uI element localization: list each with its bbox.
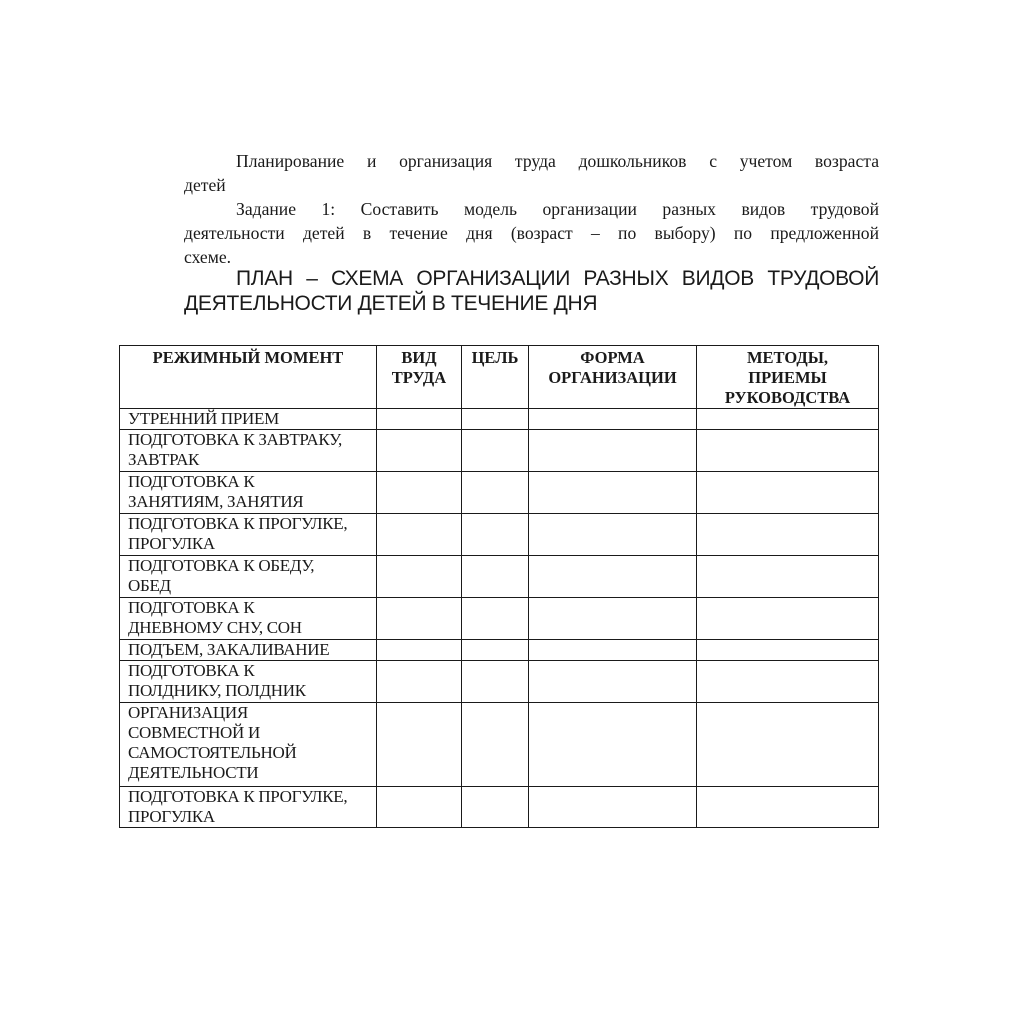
table-row xyxy=(120,556,879,598)
moment-cell xyxy=(120,661,377,703)
moment-cell xyxy=(120,472,377,514)
moment-cell xyxy=(120,787,377,828)
table-row xyxy=(120,640,879,661)
metody-cell[interactable] xyxy=(697,409,879,430)
header-vid-truda xyxy=(377,346,462,409)
tsel-cell[interactable] xyxy=(462,703,529,787)
moment-cell xyxy=(120,556,377,598)
vid-truda-cell[interactable] xyxy=(377,640,462,661)
moment-cell xyxy=(120,430,377,472)
moment-text: ПОДГОТОВКА К ОБЕДУ, xyxy=(128,556,315,575)
header-text: РУКОВОДСТВА xyxy=(724,388,851,407)
moment-text: ПОДГОТОВКА К xyxy=(128,598,255,617)
moment-text: САМОСТОЯТЕЛЬНОЙ xyxy=(128,743,297,762)
header-text: РЕЖИМНЫЙ МОМЕНТ xyxy=(152,348,344,367)
table-row xyxy=(120,472,879,514)
forma-cell[interactable] xyxy=(529,409,697,430)
vid-truda-cell[interactable] xyxy=(377,787,462,828)
metody-cell[interactable] xyxy=(697,598,879,640)
tsel-cell[interactable] xyxy=(462,661,529,703)
tsel-cell[interactable] xyxy=(462,430,529,472)
forma-cell[interactable] xyxy=(529,556,697,598)
intro-line-1: Планирование и организация труда дошкольников с учетом возраста xyxy=(236,151,879,171)
header-text: ТРУДА xyxy=(391,368,447,387)
plan-heading xyxy=(184,266,879,316)
header-metody xyxy=(697,346,879,409)
tsel-cell[interactable] xyxy=(462,472,529,514)
table-row xyxy=(120,514,879,556)
metody-cell[interactable] xyxy=(697,787,879,828)
vid-truda-cell[interactable] xyxy=(377,703,462,787)
vid-truda-cell[interactable] xyxy=(377,661,462,703)
table-row xyxy=(120,661,879,703)
table-row xyxy=(120,598,879,640)
tsel-cell[interactable] xyxy=(462,598,529,640)
tsel-cell[interactable] xyxy=(462,787,529,828)
vid-truda-cell[interactable] xyxy=(377,598,462,640)
moment-text: ПОДГОТОВКА К xyxy=(128,472,255,491)
table-header-row xyxy=(120,346,879,409)
vid-truda-cell[interactable] xyxy=(377,430,462,472)
forma-cell[interactable] xyxy=(529,598,697,640)
vid-truda-cell[interactable] xyxy=(377,472,462,514)
metody-cell[interactable] xyxy=(697,640,879,661)
intro-paragraph xyxy=(184,149,879,197)
metody-cell[interactable] xyxy=(697,472,879,514)
moment-text: ОБЕД xyxy=(128,576,171,595)
moment-text: ЗАВТРАК xyxy=(128,450,200,469)
header-rezhimny-moment xyxy=(120,346,377,409)
moment-text: ДНЕВНОМУ СНУ, СОН xyxy=(128,618,302,637)
forma-cell[interactable] xyxy=(529,787,697,828)
moment-text: ОРГАНИЗАЦИЯ xyxy=(128,703,248,722)
table-row xyxy=(120,787,879,828)
moment-text: СОВМЕСТНОЙ И xyxy=(128,723,260,742)
moment-text: ПОДГОТОВКА К xyxy=(128,661,255,680)
metody-cell[interactable] xyxy=(697,556,879,598)
vid-truda-cell[interactable] xyxy=(377,556,462,598)
moment-text: ПОДГОТОВКА К ЗАВТРАКУ, xyxy=(128,430,342,449)
metody-cell[interactable] xyxy=(697,430,879,472)
vid-truda-cell[interactable] xyxy=(377,409,462,430)
moment-text: ПОЛДНИКУ, ПОЛДНИК xyxy=(128,681,306,700)
plan-heading-line-1: ПЛАН – СХЕМА ОРГАНИЗАЦИИ РАЗНЫХ ВИДОВ ТРУДОВОЙ xyxy=(236,267,879,290)
moment-text: ПОДГОТОВКА К ПРОГУЛКЕ, xyxy=(128,787,348,806)
header-text: МЕТОДЫ, xyxy=(746,348,829,367)
plan-heading-line-2: ДЕЯТЕЛЬНОСТИ ДЕТЕЙ В ТЕЧЕНИЕ ДНЯ xyxy=(184,292,598,315)
task-line-1: Задание 1: Составить модель организации разных видов трудовой xyxy=(236,199,879,219)
table-row xyxy=(120,430,879,472)
header-tsel xyxy=(462,346,529,409)
tsel-cell[interactable] xyxy=(462,409,529,430)
metody-cell[interactable] xyxy=(697,703,879,787)
moment-text: ПОДЪЕМ, ЗАКАЛИВАНИЕ xyxy=(128,640,330,659)
intro-line-2: детей xyxy=(184,175,226,195)
table-row xyxy=(120,703,879,787)
moment-text: ДЕЯТЕЛЬНОСТИ xyxy=(128,763,259,782)
metody-cell[interactable] xyxy=(697,514,879,556)
forma-cell[interactable] xyxy=(529,661,697,703)
task-line-2: деятельности детей в течение дня (возраст – по выбору) по предложенной xyxy=(184,223,879,243)
forma-cell[interactable] xyxy=(529,430,697,472)
moment-cell xyxy=(120,514,377,556)
moment-text: УТРЕННИЙ ПРИЕМ xyxy=(128,409,279,428)
moment-text: ЗАНЯТИЯМ, ЗАНЯТИЯ xyxy=(128,492,304,511)
moment-text: ПРОГУЛКА xyxy=(128,534,215,553)
forma-cell[interactable] xyxy=(529,640,697,661)
header-text: ПРИЕМЫ xyxy=(748,368,827,387)
metody-cell[interactable] xyxy=(697,661,879,703)
forma-cell[interactable] xyxy=(529,703,697,787)
header-text: ВИД xyxy=(401,348,437,367)
moment-cell xyxy=(120,409,377,430)
vid-truda-cell[interactable] xyxy=(377,514,462,556)
moment-cell xyxy=(120,598,377,640)
plan-table xyxy=(119,345,879,828)
forma-cell[interactable] xyxy=(529,514,697,556)
moment-cell xyxy=(120,703,377,787)
moment-text: ПОДГОТОВКА К ПРОГУЛКЕ, xyxy=(128,514,348,533)
table-row xyxy=(120,409,879,430)
header-text: ЦЕЛЬ xyxy=(471,348,519,367)
moment-text: ПРОГУЛКА xyxy=(128,807,215,826)
tsel-cell[interactable] xyxy=(462,556,529,598)
task-paragraph xyxy=(184,197,879,269)
tsel-cell[interactable] xyxy=(462,640,529,661)
forma-cell[interactable] xyxy=(529,472,697,514)
header-forma-organizatsii xyxy=(529,346,697,409)
header-text: ОРГАНИЗАЦИИ xyxy=(548,368,677,387)
moment-cell xyxy=(120,640,377,661)
header-text: ФОРМА xyxy=(580,348,645,367)
task-line-3: схеме. xyxy=(184,247,232,267)
tsel-cell[interactable] xyxy=(462,514,529,556)
